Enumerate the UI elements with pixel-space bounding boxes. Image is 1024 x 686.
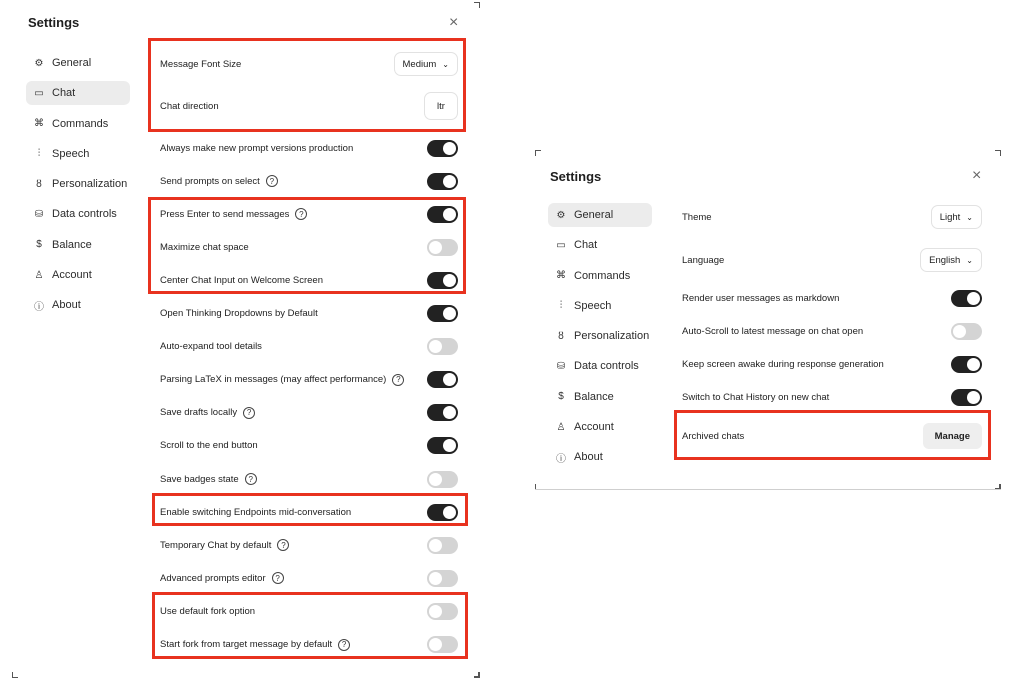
toggle-row: [682, 387, 982, 407]
gear-icon: ⚙: [34, 57, 44, 69]
setting-label: Maximize chat space: [160, 241, 249, 253]
toggle-row: [682, 288, 982, 308]
toggle-switch[interactable]: [427, 537, 458, 554]
toggle-switch[interactable]: [427, 305, 458, 322]
chat-direction-row: [160, 93, 458, 119]
toggle-row: [160, 171, 458, 191]
help-icon[interactable]: ?: [295, 208, 307, 220]
manage-archived-button[interactable]: Manage: [923, 423, 982, 449]
dialog-title: Settings: [550, 169, 602, 184]
dialog-title: Settings: [28, 15, 80, 30]
archived-chats-row: [682, 422, 982, 450]
setting-label: Switch to Chat History on new chat: [682, 391, 830, 403]
toggle-row-label: [160, 143, 353, 154]
sidebar-item-label: Balance: [52, 238, 92, 251]
theme-row: [682, 204, 982, 230]
toggle-row-label: [160, 440, 258, 451]
resize-corner: [12, 672, 18, 678]
sidebar-item-chat[interactable]: [26, 81, 130, 105]
toggle-knob: [429, 539, 442, 552]
toggle-row-label: [160, 341, 262, 352]
sidebar-item-label: Speech: [52, 147, 90, 160]
close-icon[interactable]: ×: [972, 167, 982, 184]
font-size-row: [160, 51, 458, 77]
toggle-row: [682, 354, 982, 374]
sidebar-item-speech[interactable]: [548, 294, 652, 318]
setting-label: Enable switching Endpoints mid-conversation: [160, 506, 352, 518]
sidebar-item-label: Data controls: [52, 208, 117, 221]
toggle-row-label: [682, 326, 863, 337]
setting-label: Open Thinking Dropdowns by Default: [160, 308, 318, 319]
close-icon[interactable]: ×: [449, 14, 459, 31]
dialog-bottom-border: [535, 489, 1001, 490]
sidebar-item-account[interactable]: [548, 415, 652, 439]
chat-icon: ▭: [34, 87, 44, 99]
toggle-row: [160, 635, 458, 655]
setting-label: Parsing LaTeX in messages (may affect performance): [160, 374, 387, 386]
sidebar-item-label: Personalization: [574, 330, 650, 343]
setting-label: Always make new prompt versions production: [160, 142, 354, 154]
toggle-knob: [429, 638, 442, 651]
setting-label: Auto-Scroll to latest message on chat open: [682, 325, 864, 337]
setting-label: Save drafts locally: [160, 407, 238, 419]
sidebar-item-label: General: [574, 209, 614, 221]
sidebar-item-label: Commands: [574, 269, 631, 282]
archived-chats-label: Archived chats: [682, 430, 745, 442]
sidebar-item-label: Account: [574, 421, 614, 434]
toggle-switch[interactable]: [427, 603, 458, 620]
setting-label: Render user messages as markdown: [682, 292, 840, 304]
settings-dialog-general: [535, 150, 1001, 490]
resize-corner: [474, 2, 480, 8]
toggle-switch[interactable]: [427, 404, 458, 421]
info-icon: ⓘ: [34, 301, 44, 313]
toggle-row-label: [682, 359, 884, 370]
sidebar-item-commands[interactable]: [548, 264, 652, 288]
toggle-row-label: [160, 407, 255, 419]
toggle-row-label: [160, 639, 350, 651]
setting-label: Press Enter to send messages: [160, 208, 290, 220]
sidebar-item-speech[interactable]: [26, 142, 130, 166]
setting-label: Send prompts on select: [160, 175, 260, 187]
sidebar-item-label: General: [52, 57, 92, 69]
setting-label: Center Chat Input on Welcome Screen: [160, 274, 323, 286]
toggle-switch[interactable]: [427, 437, 458, 454]
setting-label: Use default fork option: [160, 605, 256, 617]
toggle-switch[interactable]: [951, 389, 982, 406]
toggle-row: [160, 601, 458, 621]
toggle-switch[interactable]: [427, 272, 458, 289]
sidebar-item-label: Chat: [574, 239, 598, 252]
toggle-row: [160, 568, 458, 588]
theme-label: Theme: [682, 211, 712, 223]
theme-value: Light: [939, 211, 961, 223]
sidebar-item-personalization[interactable]: [548, 324, 652, 348]
sidebar-item-label: Chat: [52, 87, 76, 100]
sidebar-item-personalization[interactable]: [26, 172, 130, 196]
toggle-knob: [429, 241, 442, 254]
setting-label: Keep screen awake during response generation: [682, 358, 884, 370]
command-icon: ⌘: [34, 118, 44, 130]
toggle-row: [682, 321, 982, 341]
setting-label: Save badges state: [160, 473, 239, 485]
font-size-label: Message Font Size: [160, 58, 242, 70]
sidebar-item-about[interactable]: [26, 293, 130, 317]
toggle-switch[interactable]: [951, 323, 982, 340]
toggle-row: [160, 237, 458, 257]
toggle-row-label: [160, 175, 278, 187]
toggle-row: [160, 370, 458, 390]
command-icon: ⌘: [556, 270, 566, 282]
help-icon[interactable]: ?: [243, 407, 255, 419]
setting-label: Temporary Chat by default: [160, 539, 272, 551]
chevron-down-icon: ⌄: [966, 255, 973, 265]
person-icon: ȣ: [558, 330, 564, 342]
chat-direction-button[interactable]: [424, 92, 458, 120]
toggle-row: [160, 502, 458, 522]
toggle-knob: [429, 572, 442, 585]
toggle-row: [160, 270, 458, 290]
toggle-knob: [429, 340, 442, 353]
toggle-switch[interactable]: [427, 140, 458, 157]
toggle-switch[interactable]: [427, 239, 458, 256]
toggle-switch[interactable]: [427, 471, 458, 488]
sidebar-item-general[interactable]: [26, 51, 130, 75]
sidebar-item-balance[interactable]: [548, 385, 652, 409]
toggle-row: [160, 535, 458, 555]
setting-label: Start fork from target message by default: [160, 639, 333, 650]
chevron-down-icon: ⌄: [966, 212, 973, 222]
toggle-switch[interactable]: [427, 504, 458, 521]
toggle-switch[interactable]: [427, 338, 458, 355]
toggle-row: [160, 436, 458, 456]
resize-corner: [995, 150, 1001, 156]
gear-icon: ⚙: [556, 209, 566, 221]
theme-select[interactable]: [931, 205, 982, 229]
setting-label: Advanced prompts editor: [160, 572, 266, 584]
font-size-value: Medium: [402, 58, 437, 70]
user-icon: ♙: [556, 421, 566, 433]
waveform-icon: ⫶: [37, 148, 41, 160]
toggle-knob: [967, 292, 980, 305]
toggle-row-label: [160, 208, 307, 220]
database-icon: ⛁: [34, 208, 44, 220]
sidebar-item-label: About: [52, 299, 81, 312]
sidebar-item-label: Balance: [574, 390, 614, 403]
sidebar-item-label: About: [574, 451, 603, 464]
chat-direction-value: ltr: [437, 100, 445, 112]
toggle-row-label: [160, 275, 323, 286]
help-icon[interactable]: ?: [272, 572, 284, 584]
waveform-icon: ⫶: [559, 300, 563, 312]
help-icon[interactable]: ?: [245, 473, 257, 485]
toggle-switch[interactable]: [427, 636, 458, 653]
sidebar-item-account[interactable]: [26, 263, 130, 287]
sidebar-item-general[interactable]: [548, 203, 652, 227]
toggle-row-label: [160, 308, 318, 319]
toggle-row: [160, 469, 458, 489]
toggle-switch[interactable]: [427, 371, 458, 388]
toggle-row-label: [160, 572, 284, 584]
sidebar-item-data-controls[interactable]: [548, 354, 652, 378]
settings-sidebar: [548, 203, 652, 476]
chat-icon: ▭: [556, 239, 566, 251]
toggle-knob: [443, 142, 456, 155]
sidebar-item-label: Personalization: [52, 178, 128, 191]
dollar-icon: $: [36, 239, 42, 251]
general-settings-list: [682, 202, 982, 452]
resize-handle[interactable]: [474, 672, 480, 678]
help-icon[interactable]: ?: [266, 175, 278, 187]
toggle-knob: [443, 506, 456, 519]
toggle-row-label: [682, 392, 829, 403]
toggle-knob: [443, 208, 456, 221]
toggle-switch[interactable]: [427, 206, 458, 223]
toggle-knob: [443, 406, 456, 419]
toggle-row: [160, 403, 458, 423]
toggle-row-label: [160, 473, 257, 485]
settings-dialog-chat: [12, 2, 480, 678]
sidebar-item-about[interactable]: [548, 445, 652, 469]
toggle-knob: [967, 358, 980, 371]
toggle-row-label: [160, 507, 351, 518]
toggle-knob: [443, 373, 456, 386]
toggle-switch[interactable]: [427, 173, 458, 190]
toggle-row-label: [160, 242, 249, 253]
toggle-row: [160, 138, 458, 158]
settings-sidebar: [26, 51, 130, 324]
setting-label: Auto-expand tool details: [160, 341, 262, 353]
chevron-down-icon: ⌄: [442, 59, 449, 69]
sidebar-item-label: Commands: [52, 117, 109, 130]
toggle-row: [160, 204, 458, 224]
font-size-select[interactable]: [394, 52, 459, 76]
sidebar-item-commands[interactable]: [26, 112, 130, 136]
info-icon: ⓘ: [556, 453, 566, 465]
help-icon[interactable]: ?: [277, 539, 289, 551]
dollar-icon: $: [558, 391, 564, 403]
sidebar-item-chat[interactable]: [548, 233, 652, 257]
toggle-row-label: [682, 293, 839, 304]
language-row: [682, 247, 982, 273]
toggle-switch[interactable]: [427, 570, 458, 587]
sidebar-item-label: Speech: [574, 299, 612, 312]
toggle-knob: [967, 391, 980, 404]
sidebar-item-label: Data controls: [574, 360, 639, 373]
toggle-knob: [429, 473, 442, 486]
toggle-row-label: [160, 539, 289, 551]
sidebar-item-label: Account: [52, 269, 92, 282]
toggle-row-label: [160, 606, 255, 617]
toggle-row: [160, 304, 458, 324]
sidebar-item-balance[interactable]: [26, 233, 130, 257]
setting-label: Scroll to the end button: [160, 440, 258, 452]
toggle-switch[interactable]: [951, 290, 982, 307]
toggle-knob: [443, 307, 456, 320]
resize-corner: [535, 150, 541, 156]
chat-direction-label: Chat direction: [160, 100, 219, 112]
toggle-switch[interactable]: [951, 356, 982, 373]
toggle-knob: [443, 175, 456, 188]
user-icon: ♙: [34, 269, 44, 281]
person-icon: ȣ: [36, 178, 42, 190]
language-label: Language: [682, 254, 725, 266]
database-icon: ⛁: [556, 360, 566, 372]
help-icon[interactable]: ?: [338, 639, 350, 651]
sidebar-item-data-controls[interactable]: [26, 202, 130, 226]
toggle-knob: [443, 274, 456, 287]
chat-settings-list: [160, 46, 458, 676]
toggle-row-label: [160, 374, 404, 386]
toggle-knob: [443, 439, 456, 452]
help-icon[interactable]: ?: [392, 374, 404, 386]
toggle-row: [160, 337, 458, 357]
language-select[interactable]: [920, 248, 982, 272]
language-value: English: [929, 254, 961, 266]
toggle-knob: [429, 605, 442, 618]
toggle-knob: [953, 325, 966, 338]
